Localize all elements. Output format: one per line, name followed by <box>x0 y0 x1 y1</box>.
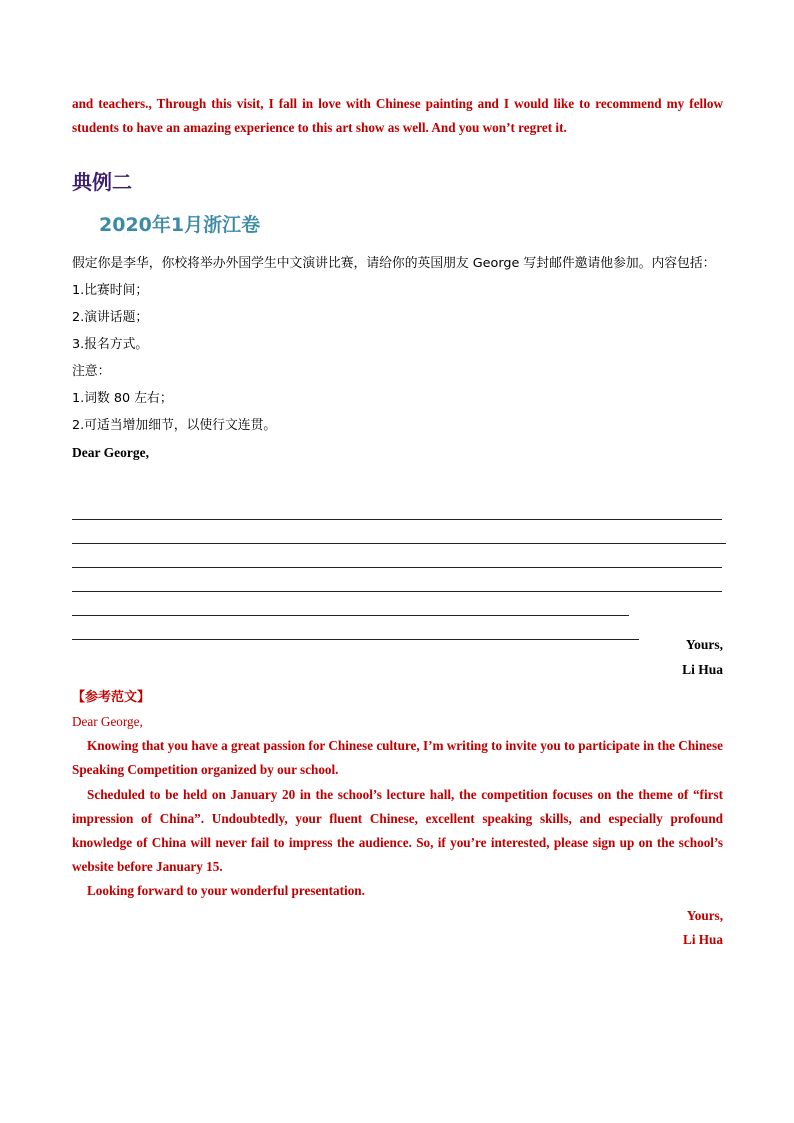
task-item: 2.演讲话题； <box>72 310 149 325</box>
note-item: 2.可适当增加细节，以使行文连贯。 <box>72 418 277 433</box>
answer-signature: Li Hua <box>682 662 723 677</box>
note-label: 注意： <box>72 364 111 379</box>
note-item: 1.词数 80 左右； <box>72 391 173 406</box>
task-description <box>72 250 723 466</box>
answer-closing: Yours, <box>685 637 723 652</box>
answer-lines <box>72 496 732 640</box>
section-title: 典例二 <box>72 170 132 194</box>
model-paragraph: Knowing that you have a great passion for Chinese culture, I’m writing to invite you to participate in the Chinese Speaking Competition organized by our school. <box>72 738 723 778</box>
model-signature: Li Hua <box>683 931 723 947</box>
exam-subtitle: 2020年1月浙江卷 <box>99 214 261 236</box>
answer-line[interactable] <box>72 568 722 592</box>
answer-line[interactable] <box>72 496 722 520</box>
model-essay-label: 【参考范文】 <box>72 690 151 705</box>
letter-greeting: Dear George, <box>72 445 149 460</box>
model-paragraph: Scheduled to be held on January 20 in the school’s lecture hall, the competition focuses on the theme of “first impression of China”. Undoubtedly, your fluent Chinese, excellent speaking skills, and especially profound knowledge of China will never fail to impress the audience. So, if you’re interested, please sign up on the school’s website before January 15. <box>72 786 723 875</box>
answer-line[interactable] <box>72 592 629 616</box>
answer-line[interactable] <box>72 544 722 568</box>
answer-line[interactable] <box>72 520 726 544</box>
model-essay <box>72 710 723 952</box>
task-item: 1.比赛时间； <box>72 283 149 298</box>
task-prompt: 假定你是李华，你校将举办外国学生中文演讲比赛，请给你的英国朋友 George 写封邮件邀请他参加。内容包括： <box>72 256 716 271</box>
intro-paragraph: and teachers., Through this visit, I fall in love with Chinese painting and I would like to recommend my fellow students to have an amazing experience to this art show as well. And you won’t regret it. <box>72 96 723 135</box>
model-paragraph: Looking forward to your wonderful presentation. <box>87 883 365 899</box>
task-item: 3.报名方式。 <box>72 337 149 352</box>
model-closing: Yours, <box>686 907 723 923</box>
model-greeting: Dear George, <box>72 714 143 729</box>
